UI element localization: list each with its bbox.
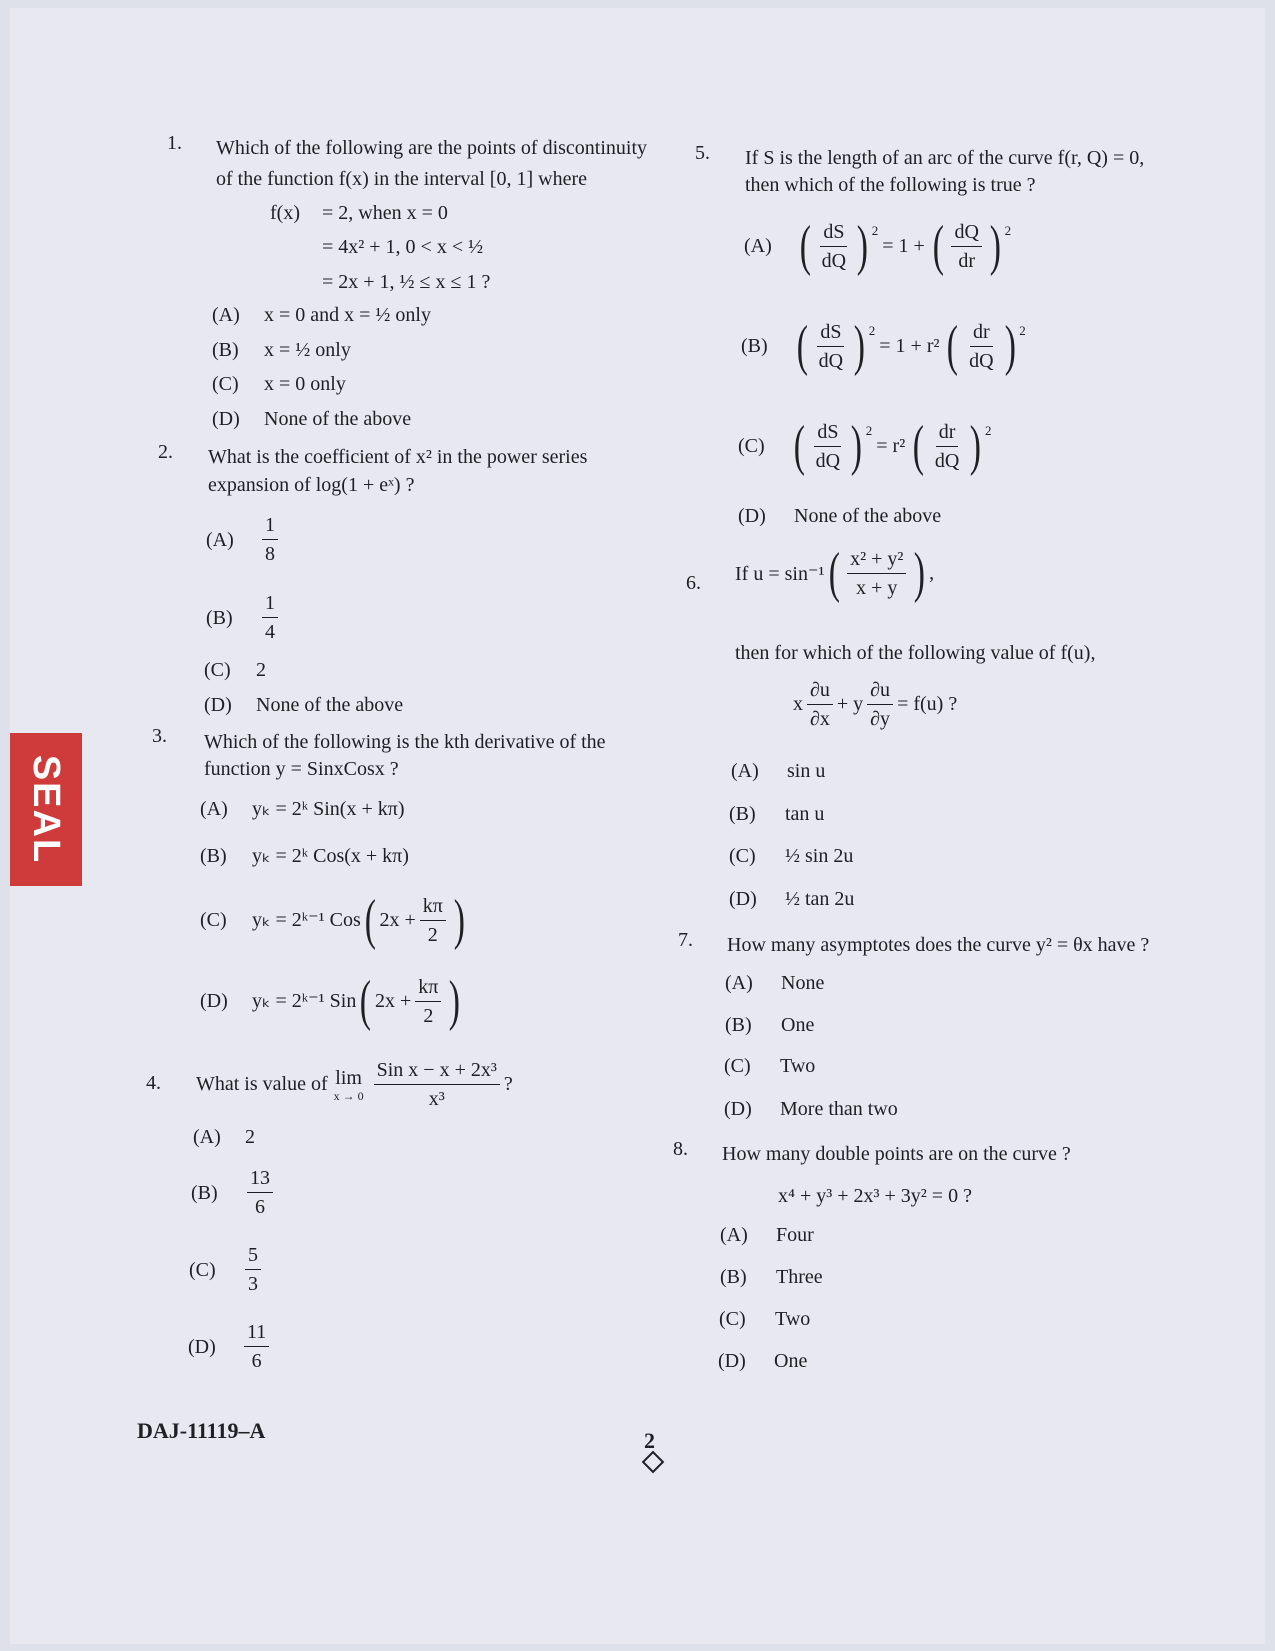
option-text: None of the above — [794, 505, 942, 527]
q1-case2: = 4x² + 1, 0 < x < ½ — [322, 236, 484, 258]
option-text: Two — [775, 1308, 811, 1330]
denominator: 8 — [265, 543, 275, 565]
q8-option-d[interactable] — [718, 1348, 807, 1374]
fraction — [420, 894, 446, 947]
denominator: dQ — [821, 249, 847, 272]
option-text: None of the above — [256, 694, 404, 716]
left-paren: ( — [796, 315, 808, 377]
option-label: (A) — [744, 235, 772, 257]
q4-option-b[interactable] — [191, 1166, 277, 1219]
option-text: One — [781, 1014, 815, 1036]
q5-stem-line2: then which of the following is true ? — [745, 174, 1036, 196]
option-label: (D) — [738, 505, 766, 527]
question-mark: ? — [503, 1073, 513, 1095]
option-label: (A) — [725, 972, 753, 994]
option-label: (D) — [212, 408, 240, 430]
option-text: ½ sin 2u — [785, 845, 854, 867]
option-label: (B) — [191, 1181, 218, 1204]
option-text: sin u — [787, 760, 826, 782]
numerator: dS — [820, 220, 847, 247]
q2-stem-line1: What is the coefficient of x² in the power series — [208, 446, 588, 468]
numerator: 13 — [247, 1166, 273, 1193]
right-paren: ) — [853, 315, 866, 377]
q6-number: 6. — [686, 572, 701, 594]
denominator: dQ — [818, 349, 844, 372]
option-label: (B) — [725, 1014, 752, 1036]
denominator: x + y — [856, 576, 898, 599]
option-label: (D) — [724, 1098, 752, 1120]
q5-option-a[interactable] — [744, 215, 1012, 277]
q3-option-c[interactable] — [200, 889, 468, 951]
booklet-code: DAJ-11119–A — [137, 1418, 266, 1443]
lim-text: lim — [335, 1066, 362, 1089]
q6-stem — [735, 542, 935, 604]
q8-number: 8. — [673, 1138, 688, 1160]
numerator: 1 — [262, 591, 278, 618]
stem-text: What is value of — [196, 1073, 328, 1095]
exponent-2: 2 — [1004, 223, 1012, 238]
q2-number: 2. — [158, 441, 173, 463]
fraction — [816, 320, 846, 373]
option-text: 2 — [245, 1126, 255, 1148]
exponent-2: 2 — [984, 423, 992, 438]
option-label: (B) — [729, 803, 756, 825]
fraction — [951, 220, 981, 273]
option-label: (A) — [731, 760, 759, 782]
option-text: Two — [780, 1055, 816, 1077]
expr-middle: 2x + — [375, 990, 412, 1012]
limit — [334, 1067, 364, 1103]
option-label: (B) — [200, 845, 227, 867]
option-text: yₖ = 2ᵏ Cos(x + kπ) — [252, 845, 409, 867]
numerator: x² + y² — [847, 547, 906, 574]
denominator: dQ — [934, 449, 960, 472]
option-label: (B) — [212, 339, 239, 361]
q7-option-a[interactable] — [725, 970, 824, 996]
expr-middle: = 1 + r² — [879, 335, 940, 357]
option-label: (C) — [719, 1308, 746, 1330]
expr-x: x — [793, 693, 803, 715]
numerator: ∂u — [807, 678, 833, 705]
option-text: None of the above — [264, 408, 412, 430]
q1-case1: = 2, when x = 0 — [322, 202, 448, 224]
q6-option-b[interactable] — [729, 801, 824, 827]
option-text: None — [781, 972, 825, 994]
expr-rhs: = f(u) ? — [897, 693, 958, 715]
option-text: x = 0 only — [264, 373, 346, 395]
option-label: (C) — [189, 1258, 216, 1281]
expr-plus-y: + y — [836, 693, 864, 715]
option-label: (A) — [206, 528, 234, 551]
option-text: 2 — [256, 659, 266, 681]
q6-stem-line2: then for which of the following value of f(u), — [735, 642, 1096, 664]
right-paren: ) — [850, 415, 863, 477]
option-text: More than two — [780, 1098, 898, 1120]
q6-equation — [793, 678, 957, 731]
option-label: (C) — [212, 373, 239, 395]
option-text: x = ½ only — [264, 339, 351, 361]
q4-option-a[interactable] — [193, 1124, 255, 1150]
q3-number: 3. — [152, 725, 167, 747]
q5-option-b[interactable] — [741, 315, 1026, 377]
denominator: 6 — [251, 1350, 262, 1372]
seal-label: SEAL — [25, 754, 68, 865]
option-label: (A) — [200, 798, 228, 820]
q5-option-d[interactable] — [738, 503, 941, 529]
option-label: (C) — [729, 845, 756, 867]
q7-option-d[interactable] — [724, 1096, 898, 1122]
numerator: ∂u — [867, 678, 893, 705]
option-label: (B) — [741, 335, 768, 357]
right-paren: ) — [970, 415, 982, 477]
denominator: 2 — [423, 1004, 434, 1027]
denominator: dQ — [815, 449, 841, 472]
q8-option-b[interactable] — [720, 1264, 823, 1290]
q4-option-d[interactable] — [188, 1320, 273, 1373]
fraction — [966, 320, 996, 373]
option-label: (A) — [193, 1126, 221, 1148]
fraction — [374, 1058, 500, 1111]
q6-option-a[interactable] — [731, 758, 825, 784]
option-label: (D) — [204, 694, 232, 716]
option-label: (C) — [200, 909, 227, 931]
denominator: x³ — [428, 1088, 445, 1110]
numerator: 1 — [262, 513, 278, 540]
numerator: 11 — [244, 1320, 269, 1347]
q1-stem-line1: Which of the following are the points of discontinuity — [216, 137, 648, 159]
exponent-2: 2 — [1019, 323, 1026, 338]
numerator: dr — [970, 320, 993, 347]
q3-stem-line2: function y = SinxCosx ? — [204, 758, 399, 780]
numerator: dS — [817, 320, 844, 347]
q5-stem-line1: If S is the length of an arc of the curve f(r, Q) = 0, — [745, 147, 1145, 169]
option-label: (C) — [204, 659, 231, 681]
option-label: (C) — [724, 1055, 751, 1077]
denominator: ∂x — [810, 708, 830, 730]
seal-tab — [10, 733, 82, 886]
q8-equation: x⁴ + y³ + 2x³ + 3y² = 0 ? — [778, 1185, 972, 1207]
expr-prefix: yₖ = 2ᵏ⁻¹ Sin — [252, 990, 357, 1012]
q6-option-d[interactable] — [729, 886, 854, 912]
q2-stem-line2: expansion of log(1 + eˣ) ? — [208, 474, 415, 496]
denominator: 4 — [265, 621, 275, 643]
fraction — [867, 678, 893, 731]
numerator: kπ — [420, 894, 446, 921]
fraction — [847, 547, 906, 600]
q2-option-c[interactable] — [204, 657, 266, 683]
q8-option-c[interactable] — [719, 1306, 810, 1332]
exam-page — [10, 8, 1265, 1644]
numerator: Sin x − x + 2x³ — [374, 1058, 500, 1085]
fraction — [813, 420, 843, 473]
denominator: 6 — [255, 1196, 265, 1218]
q2-option-a[interactable] — [206, 513, 282, 566]
expr-middle: = 1 + — [882, 235, 925, 257]
option-text: x = 0 and x = ½ only — [264, 304, 431, 326]
denominator: ∂y — [870, 708, 891, 730]
option-text: Four — [776, 1224, 814, 1246]
fraction — [245, 1243, 261, 1296]
q3-stem-line1: Which of the following is the kth derivative of the — [204, 731, 606, 753]
fraction — [262, 513, 278, 566]
left-paren: ( — [947, 315, 959, 377]
q7-option-c[interactable] — [724, 1053, 815, 1079]
exponent-2: 2 — [865, 423, 873, 438]
q1-option-b[interactable] — [212, 337, 351, 363]
option-label: (D) — [200, 990, 228, 1012]
denominator: dQ — [969, 349, 994, 372]
option-label: (D) — [188, 1335, 216, 1358]
left-paren: ( — [932, 215, 944, 277]
left-paren: ( — [364, 889, 376, 951]
q1-option-d[interactable] — [212, 406, 411, 432]
numerator: dQ — [951, 220, 981, 247]
q5-number: 5. — [695, 142, 710, 164]
option-label: (A) — [720, 1224, 748, 1246]
numerator: dr — [936, 420, 959, 447]
right-paren: ) — [453, 889, 465, 951]
q3-option-d[interactable] — [200, 970, 464, 1032]
expr-prefix: If u = sin⁻¹ — [735, 562, 825, 585]
option-label: (A) — [212, 304, 240, 326]
left-paren: ( — [912, 415, 925, 477]
q3-option-a[interactable] — [200, 796, 404, 822]
right-paren: ) — [856, 215, 869, 277]
q2-option-b[interactable] — [206, 591, 282, 644]
comma: , — [929, 561, 935, 584]
expr-middle: = r² — [876, 435, 906, 457]
q1-number: 1. — [167, 132, 182, 154]
option-text: One — [774, 1350, 808, 1372]
option-text: Three — [776, 1266, 823, 1288]
fraction — [262, 591, 278, 644]
page-number: 2 — [644, 1428, 655, 1453]
q1-option-a[interactable] — [212, 302, 431, 328]
option-text: ½ tan 2u — [785, 888, 855, 910]
fraction — [247, 1166, 273, 1219]
numerator: kπ — [415, 975, 441, 1002]
option-label: (C) — [738, 435, 765, 457]
q8-stem: How many double points are on the curve ? — [722, 1143, 1071, 1165]
fraction — [244, 1320, 269, 1373]
option-text: tan u — [785, 803, 825, 825]
q7-stem: How many asymptotes does the curve y² = θx have ? — [727, 934, 1150, 956]
q8-option-a[interactable] — [720, 1222, 814, 1248]
fraction — [415, 975, 441, 1028]
numerator: dS — [814, 420, 841, 447]
q1-fx: f(x) — [270, 202, 300, 224]
q2-option-d[interactable] — [204, 692, 403, 718]
q6-option-c[interactable] — [729, 843, 853, 869]
option-label: (B) — [206, 606, 233, 629]
right-paren: ) — [449, 970, 461, 1032]
q1-case3: = 2x + 1, ½ ≤ x ≤ 1 ? — [322, 271, 491, 293]
denominator: 3 — [248, 1273, 258, 1295]
lim-subscript: x → 0 — [333, 1088, 364, 1103]
q4-option-c[interactable] — [189, 1243, 265, 1296]
expr-middle: 2x + — [379, 909, 416, 931]
q5-option-c[interactable] — [738, 415, 992, 477]
q1-stem-line2: of the function f(x) in the interval [0, 1] where — [216, 168, 587, 190]
q1-option-c[interactable] — [212, 371, 346, 397]
left-paren: ( — [360, 970, 372, 1032]
q4-stem — [196, 1058, 513, 1111]
right-paren: ) — [989, 215, 1001, 277]
left-paren: ( — [793, 415, 805, 477]
fraction — [807, 678, 833, 731]
right-paren: ) — [1004, 315, 1016, 377]
fraction — [932, 420, 962, 473]
q4-number: 4. — [146, 1072, 161, 1094]
left-paren: ( — [799, 215, 811, 277]
q7-number: 7. — [678, 929, 693, 951]
q7-option-b[interactable] — [725, 1012, 814, 1038]
q3-option-b[interactable] — [200, 843, 409, 869]
denominator: 2 — [427, 923, 438, 946]
fraction — [819, 220, 849, 273]
exponent-2: 2 — [871, 223, 879, 238]
exponent-2: 2 — [868, 323, 876, 338]
expr-prefix: yₖ = 2ᵏ⁻¹ Cos — [252, 909, 361, 931]
option-label: (D) — [718, 1350, 746, 1372]
right-paren: ) — [914, 542, 926, 604]
left-paren: ( — [828, 542, 840, 604]
denominator: dr — [958, 249, 976, 272]
option-label: (D) — [729, 888, 757, 910]
option-text: yₖ = 2ᵏ Sin(x + kπ) — [252, 798, 405, 820]
option-label: (B) — [720, 1266, 747, 1288]
numerator: 5 — [245, 1243, 261, 1270]
